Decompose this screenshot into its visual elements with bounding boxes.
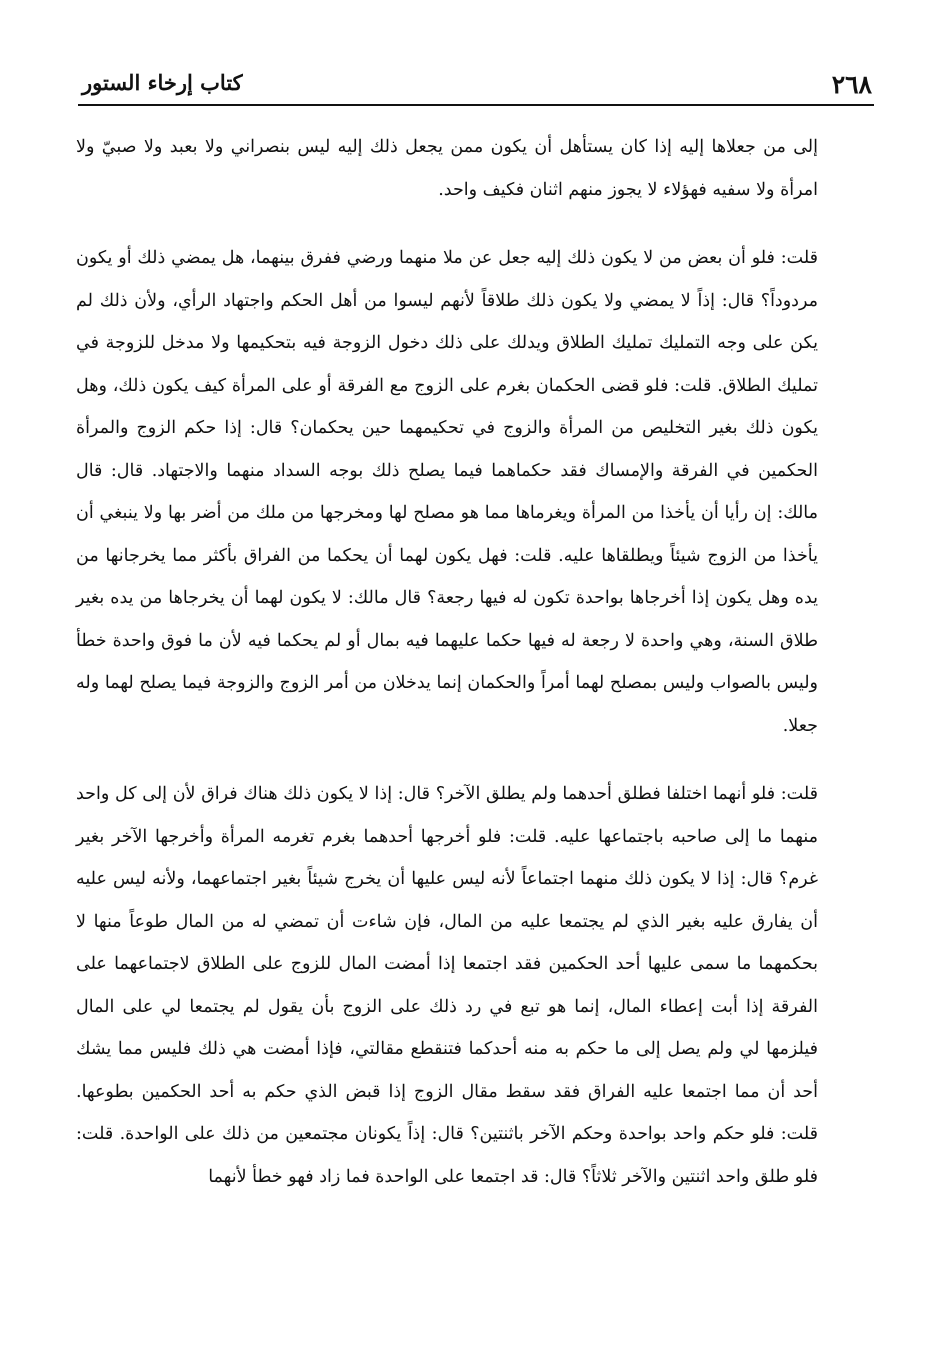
paragraph-3: قلت: فلو أنهما اختلفا فطلق أحدهما ولم يطلق الآخر؟ قال: إذا لا يكون ذلك هناك فراق لأن إلى كل واحد منهما ما إلى صاحبه باجتماعها عليه. قلت: فلو أخرجها أحدهما بغرم تغرمه المرأة وأخرجها الآخر بغير غرم؟ قال: إذا لا يكون ذلك منهما اجتماعاً لأنه ليس عليها أن يخرج شيئاً بغير اجتماعهما، ولأنه ليس عليه أن يفارق عليه بغير الذي لم يجتمعا عليه من المال، فإن شاءت أن تمضي له من المال طوعاً منها لا بحكمهما ما سمى عليها أحد الحكمين فقد اجتمعا إذا أمضت المال للزوج على الطلاق لاجتماعهما على الفرقة إذا أبت إعطاء المال، إنما هو تبع في رد ذلك على الزوج بأن يقول لم يجتمعا لي على المال فيلزمها لي ولم يصل إلى ما حكم به منه أحدكما فتنقطع مقالتي، فإذا أمضت هي ذلك فليس مما يشك أحد أن مما اجتمعا عليه الفراق فقد سقط مقال الزوج إذا قبض الذي حكم به أحد الحكمين بطوعها. قلت: فلو حكم واحد بواحدة وحكم الآخر باثنتين؟ قال: إذاً يكونان مجتمعين من ذلك على الواحدة. قلت: فلو طلق واحد اثنتين والآخر ثلاثاً؟ قال: قد اجتمعا على الواحدة فما زاد فهو خطأ لأنهما <box>76 784 818 1187</box>
main-text <box>76 126 818 1198</box>
paragraph-2: قلت: فلو أن بعض من لا يكون ذلك إليه جعل عن ملا منهما ورضي ففرق بينهما، هل يمضي ذلك أو يكون مردوداً؟ قال: إذاً لا يمضي ولا يكون ذلك طلاقاً لأنهم ليسوا من أهل الحكم واجتهاد الرأي، ولأن ذلك لم يكن على وجه التمليك تمليك الطلاق ويدلك على ذلك دخول الزوجة فيه بتحكيمها ولا مدخل للزوجة في تمليك الطلاق. قلت: فلو قضى الحكمان بغرم على الزوج مع الفرقة أو على المرأة كيف يكون ذلك، وهل يكون ذلك بغير التخليص من المرأة والزوج في تحكيمهما حين يحكمان؟ قال: إذا حكم الزوج والمرأة الحكمين في الفرقة والإمساك فقد حكماهما فيما يصلح ذلك بوجه السداد منهما والاجتهاد. قال: قال مالك: إن رأيا أن يأخذا من المرأة ويغرماها مما هو مصلح لها ومخرجها من ملك من أضر بها ولا ينبغي أن يأخذا من الزوج شيئاً ويطلقاها عليه. قلت: فهل يكون لهما أن يحكما من الفراق بأكثر مما يخرجانها من يده وهل يكون إذا أخرجاها بواحدة تكون له فيها رجعة؟ قال مالك: لا يكون لهما أن يخرجاها من يده بغير طلاق السنة، وهي واحدة لا رجعة له فيها حكما عليهما فيه بمال أو لم يحكما فيه لأن ما فوق واحدة خطأ وليس بالصواب وليس بمصلح لهما أمراً والحكمان إنما يدخلان من أمر الزوج والزوجة فيما يصلح لهما وله جعلا. <box>76 248 818 736</box>
header-rule <box>78 104 874 106</box>
page-header <box>72 68 872 102</box>
paragraph-1: إلى من جعلاها إليه إذا كان يستأهل أن يكون ممن يجعل ذلك إليه ليس بنصراني ولا بعبد ولا صبيّ ولا امرأة ولا سفيه فهؤلاء لا يجوز منهم اثنان فكيف واحد. <box>76 137 818 200</box>
running-title: كتاب إرخاء الستور <box>82 70 243 95</box>
page-number: ٢٦٨ <box>831 70 872 99</box>
